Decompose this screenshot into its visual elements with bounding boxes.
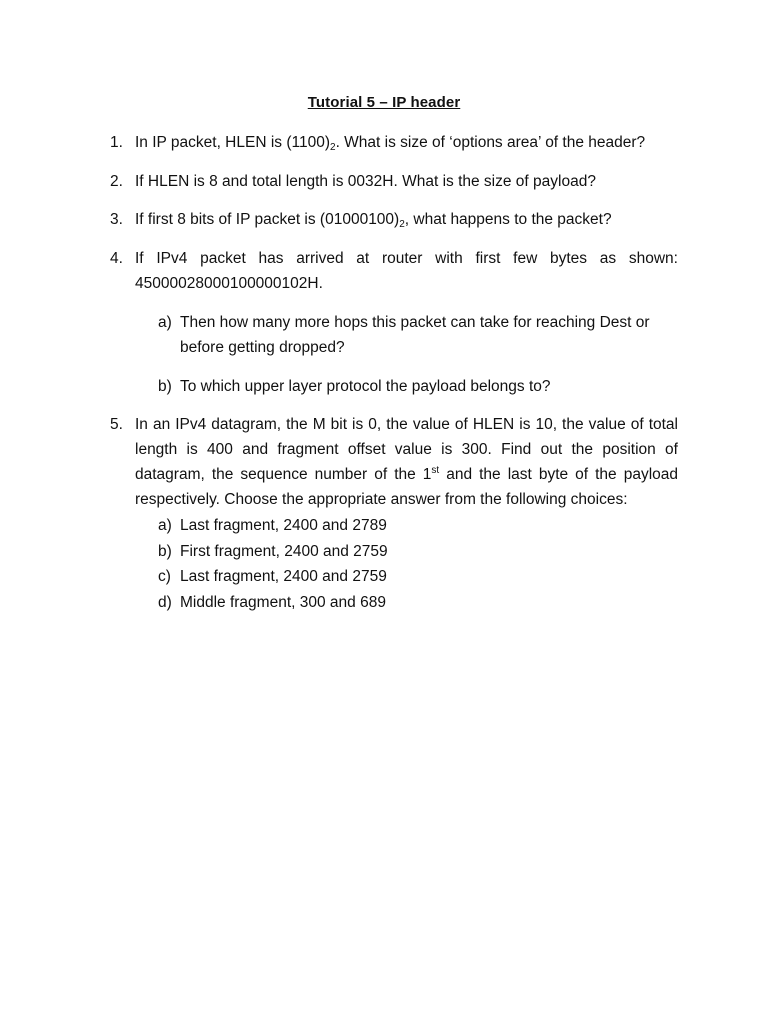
question-text: If HLEN is 8 and total length is 0032H. What is the size of payload? — [135, 173, 596, 190]
subscript: 2 — [330, 142, 336, 153]
question-text-line-2: length is 400 and fragment offset value is 300. Find out the position of — [135, 441, 678, 458]
choice-text: Last fragment, 2400 and 2789 — [180, 517, 387, 534]
choice-b — [158, 539, 638, 565]
question-number: 1. — [110, 134, 123, 151]
choice-letter: a) — [158, 517, 172, 534]
choice-letter: d) — [158, 593, 172, 611]
question-text-line-1: In an IPv4 datagram, the M bit is 0, the value of HLEN is 10, the value of total — [135, 416, 678, 433]
choice-text: First fragment, 2400 and 2759 — [180, 542, 388, 560]
question-text: If first 8 bits of IP packet is (01000100)2, what happens to the packet? — [135, 211, 612, 230]
question-text-line-1: If IPv4 packet has arrived at router with first few bytes as shown: — [135, 250, 678, 267]
part-letter: b) — [158, 378, 172, 395]
question-text-line-2: 45000028000100000102H. — [135, 275, 323, 292]
part-text-line-1: Then how many more hops this packet can take for reaching Dest or — [180, 314, 650, 331]
question-number: 4. — [110, 250, 123, 267]
question-number: 2. — [110, 173, 123, 190]
subscript: 2 — [399, 219, 405, 230]
question-4 — [110, 246, 678, 296]
choice-text: Middle fragment, 300 and 689 — [180, 593, 386, 611]
choice-d — [158, 590, 638, 616]
question-1 — [110, 130, 678, 155]
question-text: In IP packet, HLEN is (1100)2. What is size of ‘options area’ of the header? — [135, 134, 646, 153]
part-letter: a) — [158, 314, 172, 331]
question-5 — [110, 412, 678, 512]
part-text: To which upper layer protocol the payload belongs to? — [180, 378, 551, 395]
question-3 — [110, 207, 678, 232]
question-5-choices — [158, 513, 638, 615]
choice-text: Last fragment, 2400 and 2759 — [180, 568, 387, 585]
question-4-part-a — [158, 310, 678, 360]
question-text-line-3: datagram, the sequence number of the 1st and the last byte of the payload — [135, 465, 679, 483]
page-title: Tutorial 5 – IP header — [307, 94, 461, 111]
choice-c — [158, 564, 638, 590]
choice-a — [158, 513, 638, 539]
question-number: 5. — [110, 416, 123, 433]
choice-letter: b) — [158, 542, 172, 560]
question-number: 3. — [110, 211, 123, 228]
question-4-part-b — [158, 374, 678, 399]
question-text-line-4: respectively. Choose the appropriate answer from the following choices: — [135, 491, 628, 508]
superscript: st — [431, 465, 440, 476]
question-2 — [110, 169, 678, 194]
part-text-line-2: before getting dropped? — [180, 339, 345, 356]
choice-letter: c) — [158, 568, 171, 585]
